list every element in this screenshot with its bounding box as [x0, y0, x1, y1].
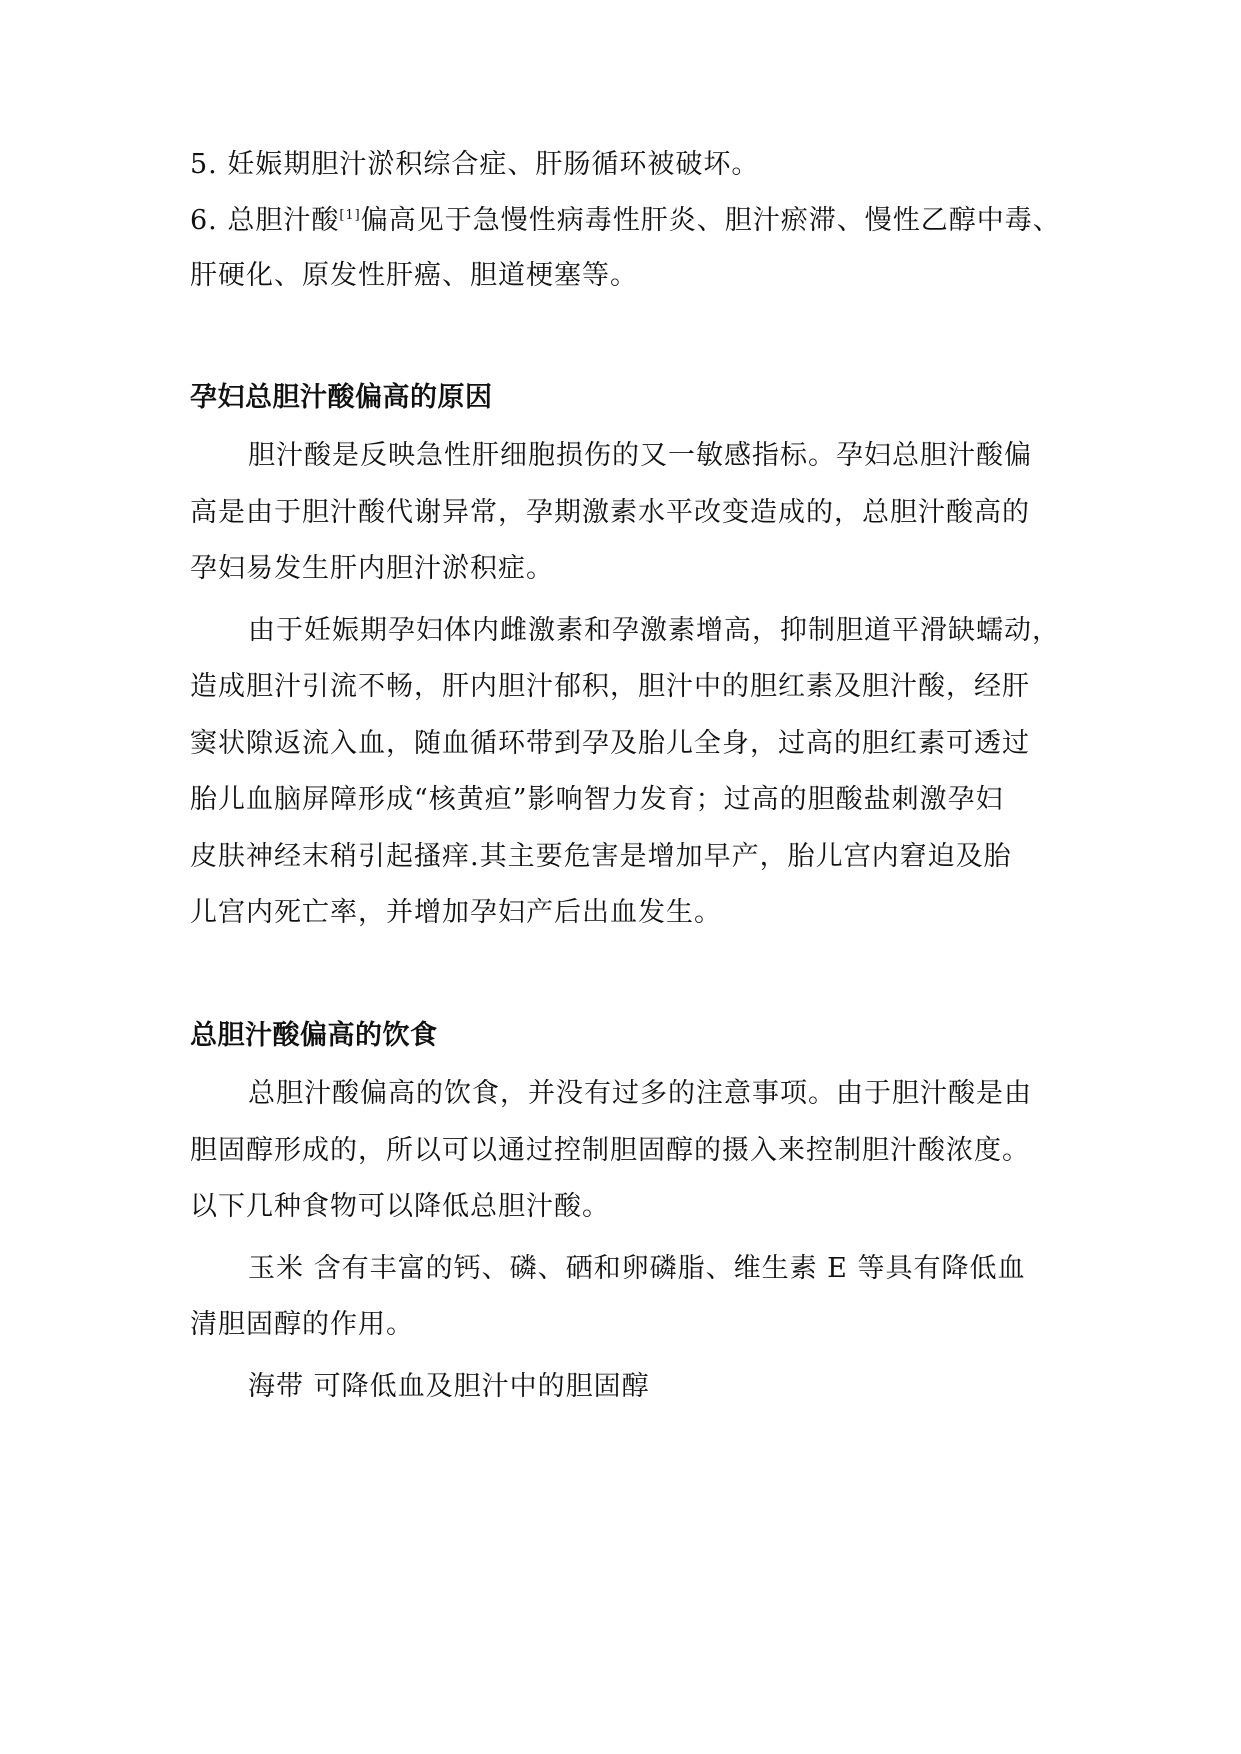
paragraph-line: 窦状隙返流入血，随血循环带到孕及胎儿全身，过高的胆红素可透过 — [190, 728, 1030, 759]
paragraph-line: 清胆固醇的作用。 — [190, 1309, 414, 1340]
paragraph-line: 儿宫内死亡率，并增加孕妇产后出血发生。 — [190, 897, 722, 928]
paragraph-line: 胆汁酸是反映急性肝细胞损伤的又一敏感指标。孕妇总胆汁酸偏 — [248, 440, 1032, 471]
section-heading-diet: 总胆汁酸偏高的饮食 — [190, 1020, 438, 1051]
paragraph-line: 玉米 含有丰富的钙、磷、硒和卵磷脂、维生素 E 等具有降低血 — [248, 1253, 1026, 1284]
paragraph-line: 以下几种食物可以降低总胆汁酸。 — [190, 1191, 610, 1222]
list-item-6-text: 偏高见于急慢性病毒性肝炎、胆汁瘀滞、慢性乙醇中毒、 — [360, 205, 1061, 236]
list-item-6-line-2: 肝硬化、原发性肝癌、胆道梗塞等。 — [190, 260, 638, 291]
paragraph-line: 孕妇易发生肝内胆汁淤积症。 — [190, 553, 554, 584]
paragraph-line: 总胆汁酸偏高的饮食，并没有过多的注意事项。由于胆汁酸是由 — [248, 1078, 1032, 1109]
list-item-5: 5. 妊娠期胆汁淤积综合症、肝肠循环被破坏。 — [190, 149, 760, 180]
paragraph-line: 造成胆汁引流不畅，肝内胆汁郁积，胆汁中的胆红素及胆汁酸，经肝 — [190, 671, 1030, 702]
paragraph-line: 胆固醇形成的，所以可以通过控制胆固醇的摄入来控制胆汁酸浓度。 — [190, 1135, 1030, 1166]
paragraph-line: 高是由于胆汁酸代谢异常，孕期激素水平改变造成的，总胆汁酸高的 — [190, 497, 1030, 528]
paragraph-line: 皮肤神经末稍引起搔痒.其主要危害是增加早产，胎儿宫内窘迫及胎 — [190, 841, 1012, 872]
section-heading-causes: 孕妇总胆汁酸偏高的原因 — [190, 382, 493, 413]
paragraph-line: 由于妊娠期孕妇体内雌激素和孕激素增高，抑制胆道平滑缺蠕动， — [248, 615, 1060, 646]
list-item-6-prefix: 6. 总胆汁酸 — [190, 205, 340, 236]
list-item-6-line-1 — [190, 201, 1061, 241]
footnote-reference-1[interactable]: [1] — [339, 208, 361, 223]
paragraph-line: 海带 可降低血及胆汁中的胆固醇 — [248, 1371, 650, 1402]
paragraph-line: 胎儿血脑屏障形成“核黄疸”影响智力发育；过高的胆酸盐刺激孕妇 — [190, 784, 1004, 815]
document-page — [190, 0, 1060, 1754]
